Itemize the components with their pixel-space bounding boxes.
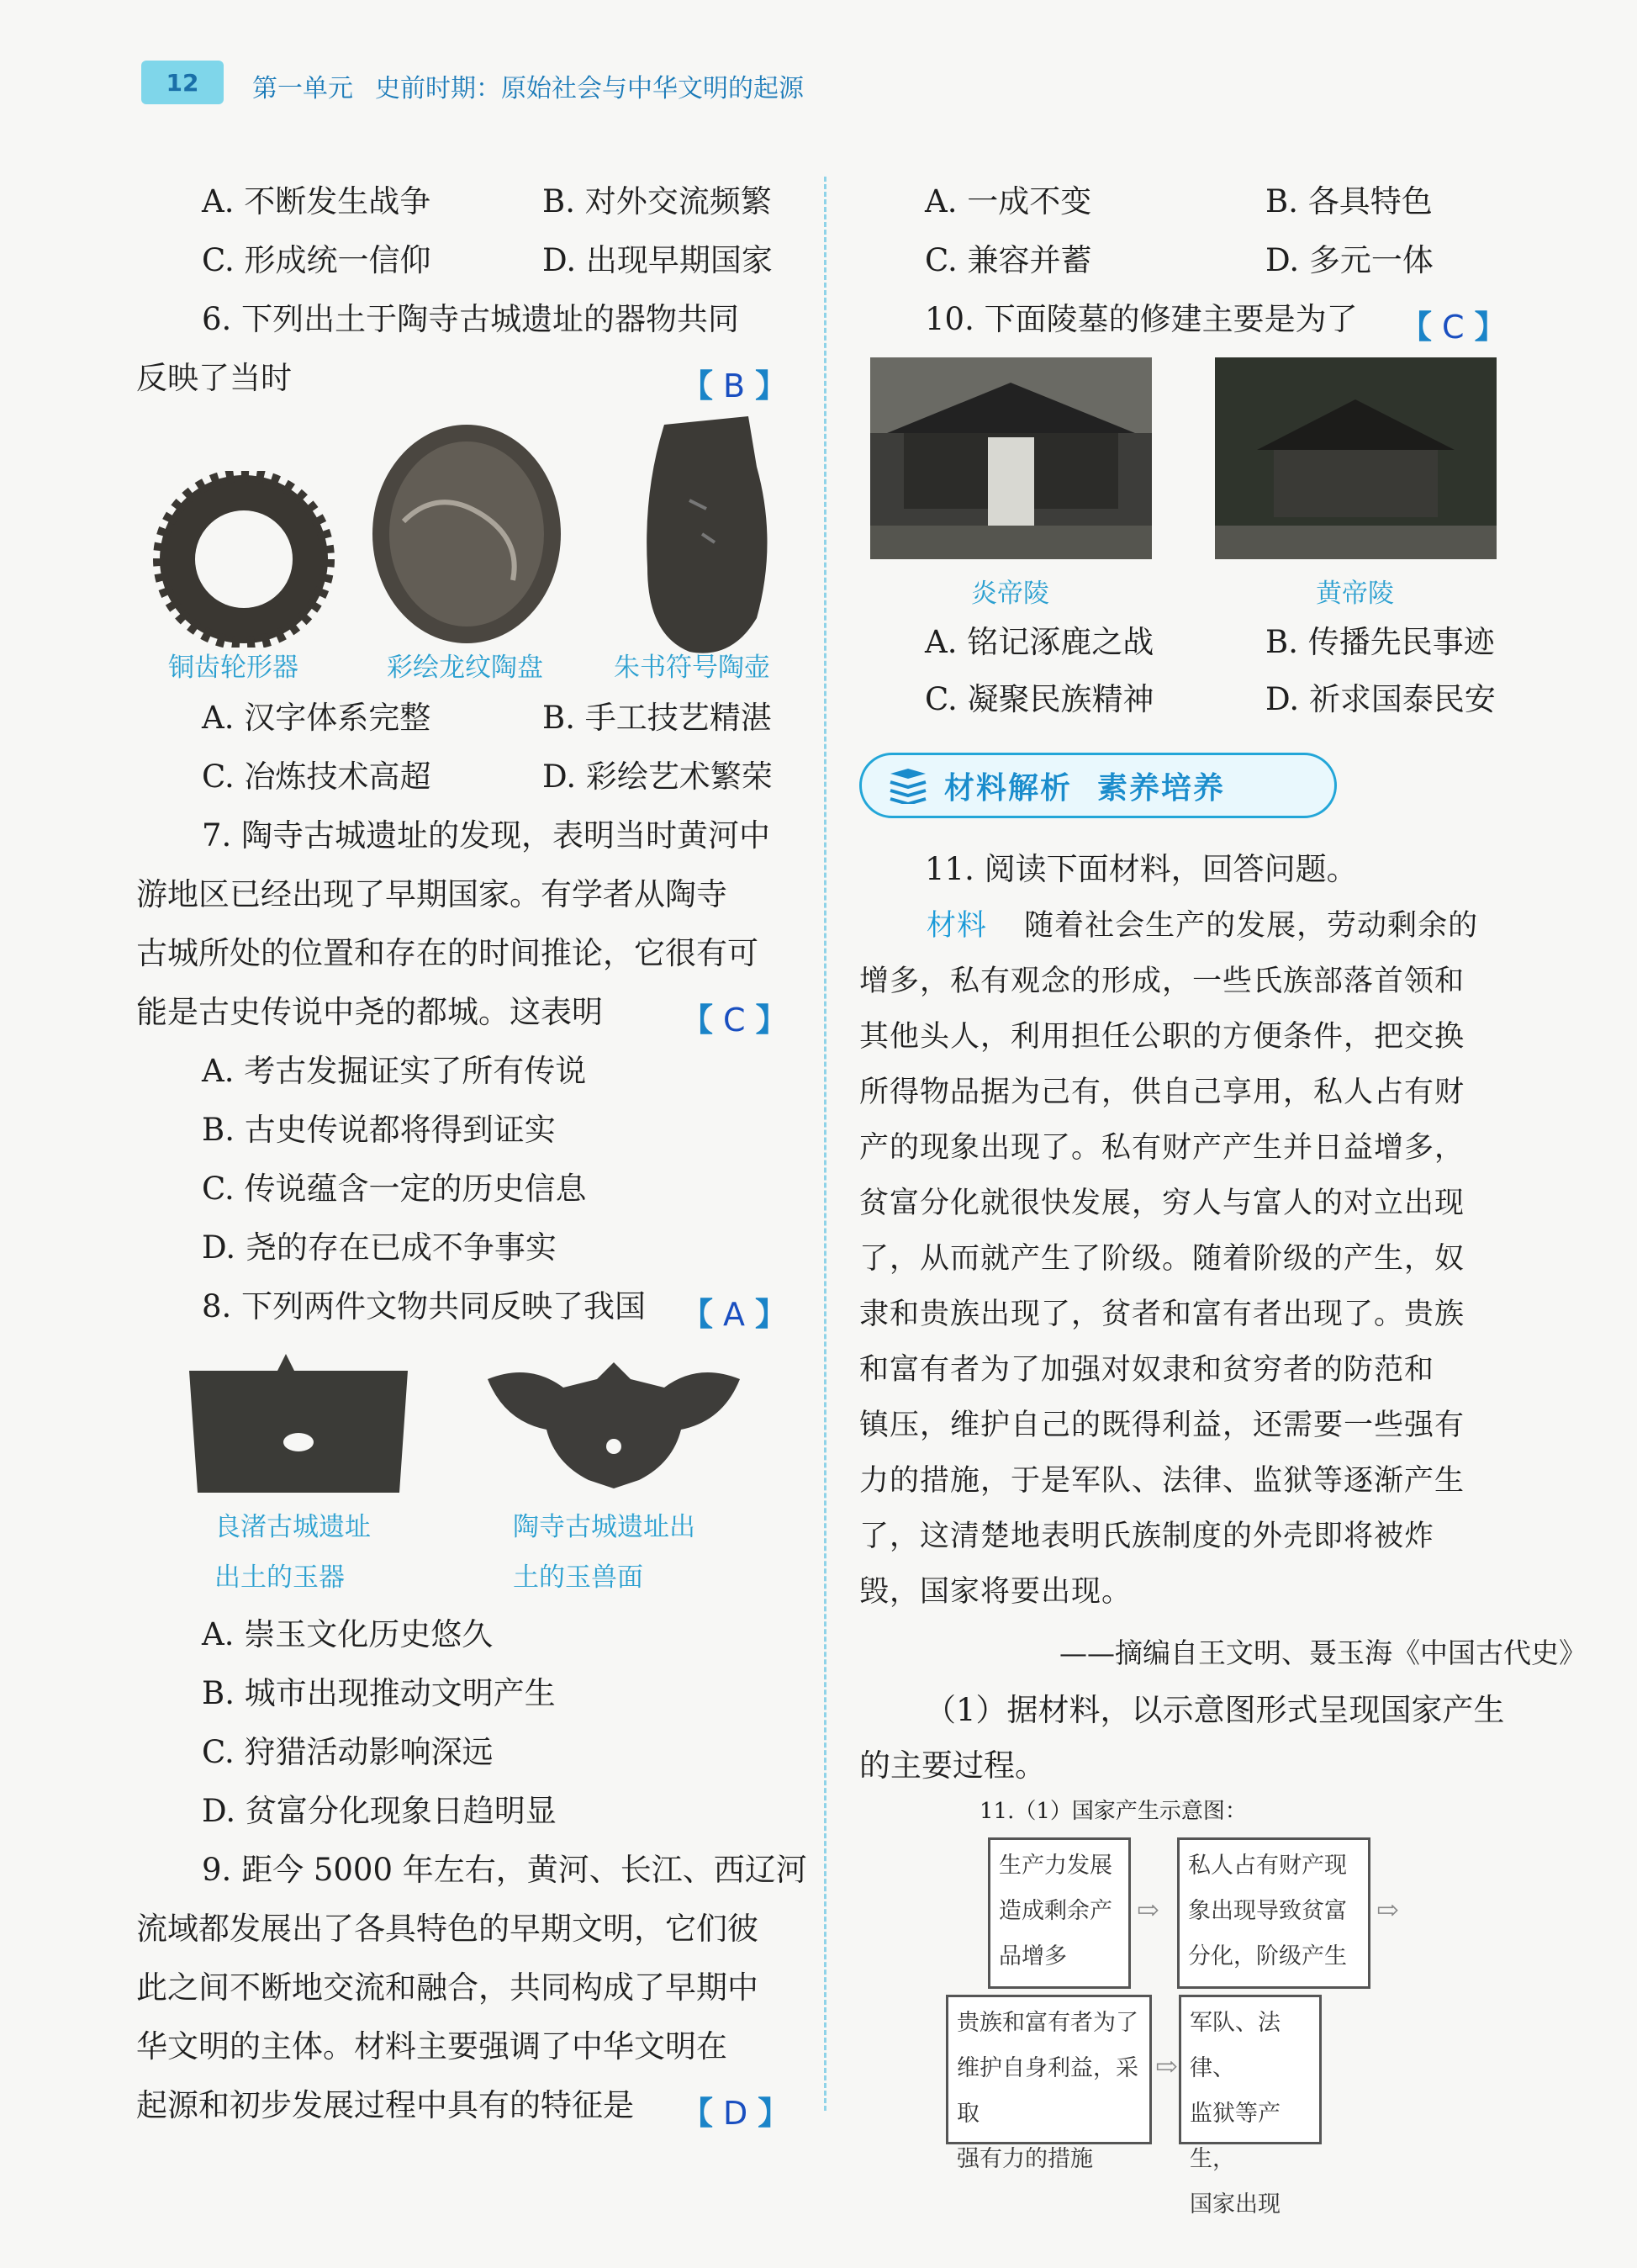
material-line-6: 贫富分化就很快发展，穷人与富人的对立出现 [859, 1187, 1465, 1220]
material-line-1: 随着社会生产的发展，劳动剩余的 [1024, 909, 1479, 943]
q6-image-caption-3: 朱书符号陶壶 [614, 653, 770, 683]
q7-option-c: C. 传说蕴含一定的历史信息 [202, 1171, 587, 1207]
q8-option-d: D. 贫富分化现象日趋明显 [202, 1793, 557, 1829]
section-banner [859, 753, 1337, 818]
page-number: 12 [141, 61, 224, 104]
diagram-title: 11.（1）国家产生示意图： [980, 1799, 1247, 1824]
section-banner-text: 材料解析 素养培养 [944, 770, 1226, 806]
q10-caption-huangdi: 黄帝陵 [1316, 579, 1394, 609]
q9-stem-line3: 此之间不断地交流和融合，共同构成了早期中 [136, 1969, 758, 2006]
material-line-8: 隶和贵族出现了，贫者和富有者出现了。贵族 [859, 1298, 1465, 1331]
q11-stem: 11. 阅读下面材料，回答问题。 [925, 851, 1358, 887]
material-line-2: 增多，私有观念的形成，一些氏族部落首领和 [859, 965, 1465, 998]
q10-option-c: C. 凝聚民族精神 [925, 681, 1154, 717]
q6-image-caption-2: 彩绘龙纹陶盘 [387, 653, 543, 683]
q10-option-d: D. 祈求国泰民安 [1265, 681, 1496, 717]
column-divider [824, 177, 826, 2111]
q7-stem-line3: 古城所处的位置和存在的时间推论，它很有可 [136, 935, 758, 971]
material-line-5: 产的现象出现了。私有财产产生并日益增多， [859, 1131, 1465, 1165]
q10-option-a: A. 铭记涿鹿之战 [925, 624, 1154, 660]
material-line-11: 力的措施，于是军队、法律、监狱等逐渐产生 [859, 1464, 1465, 1498]
q7-answer: 【 C 】 [681, 1001, 788, 1039]
vermilion-script-jar-image [631, 416, 782, 660]
q8-option-c: C. 狩猎活动影响深远 [202, 1734, 494, 1770]
material-line-4: 所得物品据为己有，供自己享用，私人占有财 [859, 1076, 1465, 1109]
q6-stem-line2: 反映了当时 [136, 360, 292, 396]
q11-material [859, 898, 1532, 1620]
running-header [252, 67, 804, 104]
q5-option-a: A. 不断发生战争 [202, 183, 431, 219]
q9-option-c: C. 兼容并蓄 [925, 242, 1092, 278]
q5-option-d: D. 出现早期国家 [542, 242, 773, 278]
q10-answer: 【 C 】 [1400, 308, 1507, 346]
material-line-9: 和富有者为了加强对奴隶和贫穷者的防范和 [859, 1353, 1435, 1387]
q7-stem-line2: 游地区已经出现了早期国家。有学者从陶寺 [136, 876, 727, 912]
q10-caption-yandi: 炎帝陵 [971, 579, 1049, 609]
q9-stem-line2: 流域都发展出了各具特色的早期文明，它们彼 [136, 1911, 758, 1947]
q10-stem: 10. 下面陵墓的修建主要是为了 [925, 301, 1358, 337]
material-label: 材料 [927, 909, 988, 943]
arrow-icon: ⇨ [1137, 1894, 1159, 1926]
bronze-gear-image [147, 471, 341, 648]
diagram-box-1: 生产力发展 造成剩余产 品增多 [988, 1837, 1131, 1989]
q7-option-d: D. 尧的存在已成不争事实 [202, 1229, 557, 1266]
huangdi-mausoleum-photo [1215, 357, 1497, 559]
q11-sub1-line2: 的主要过程。 [859, 1747, 1046, 1784]
q11-source: ——摘编自王文明、聂玉海《中国古代史》 [1059, 1636, 1587, 1669]
arrow-icon: ⇨ [1376, 1894, 1399, 1926]
q9-answer: 【 D 】 [681, 2094, 790, 2132]
diagram-box-3: 贵族和富有者为了 维护自身利益，采取 强有力的措施 [946, 1995, 1152, 2144]
q6-option-a: A. 汉字体系完整 [202, 700, 431, 736]
q6-image-caption-1: 铜齿轮形器 [168, 653, 298, 683]
diagram-box-4: 军队、法律、 监狱等产生， 国家出现 [1179, 1995, 1322, 2144]
q7-stem-line1: 7. 陶寺古城遗址的发现，表明当时黄河中 [202, 817, 771, 854]
q9-option-a: A. 一成不变 [925, 183, 1092, 219]
q6-option-b: B. 手工技艺精湛 [542, 700, 772, 736]
q7-option-b: B. 古史传说都将得到证实 [202, 1112, 556, 1148]
books-icon [887, 767, 929, 804]
q7-stem-line4: 能是古史传说中尧的都城。这表明 [136, 994, 603, 1030]
arrow-icon: ⇨ [1155, 2050, 1178, 2082]
q8-option-a: A. 崇玉文化历史悠久 [202, 1616, 494, 1652]
q8-caption-left-line2: 出土的玉器 [214, 1562, 345, 1593]
q9-option-b: B. 各具特色 [1265, 183, 1433, 219]
q9-stem-line4: 华文明的主体。材料主要强调了中华文明在 [136, 2028, 727, 2064]
q8-option-b: B. 城市出现推动文明产生 [202, 1675, 556, 1711]
yandi-mausoleum-photo [870, 357, 1152, 559]
diagram-box-2: 私人占有财产现 象出现导致贫富 分化，阶级产生 [1177, 1837, 1370, 1989]
q9-stem-line1: 9. 距今 5000 年左右，黄河、长江、西辽河 [202, 1852, 807, 1888]
q5-option-b: B. 对外交流频繁 [542, 183, 772, 219]
painted-dragon-plate-image [370, 420, 563, 648]
q10-option-b: B. 传播先民事迹 [1265, 624, 1495, 660]
q6-option-c: C. 冶炼技术高超 [202, 759, 431, 795]
unit-label: 第一单元 [252, 74, 353, 103]
q8-caption-left-line1: 良渚古城遗址 [214, 1512, 371, 1542]
q8-caption-right-line2: 土的玉兽面 [513, 1562, 643, 1593]
material-line-3: 其他头人，利用担任公职的方便条件，把交换 [859, 1020, 1465, 1054]
material-line-7: 了，从而就产生了阶级。随着阶级的产生，奴 [859, 1242, 1465, 1276]
q6-answer: 【 B 】 [681, 367, 788, 404]
q6-stem-line1: 6. 下列出土于陶寺古城遗址的器物共同 [202, 301, 740, 337]
q8-stem: 8. 下列两件文物共同反映了我国 [202, 1288, 647, 1324]
q8-caption-right-line1: 陶寺古城遗址出 [513, 1512, 695, 1542]
material-line-12: 了，这清楚地表明氏族制度的外壳即将被炸 [859, 1520, 1435, 1553]
q7-option-a: A. 考古发掘证实了所有传说 [202, 1053, 587, 1089]
q6-option-d: D. 彩绘艺术繁荣 [542, 759, 773, 795]
material-line-13: 毁，国家将要出现。 [859, 1575, 1133, 1609]
taosi-jade-beast-mask-image [479, 1354, 748, 1493]
q9-stem-line5: 起源和初步发展过程中具有的特征是 [136, 2087, 634, 2123]
unit-title: 史前时期：原始社会与中华文明的起源 [375, 74, 804, 103]
material-line-10: 镇压，维护自己的既得利益，还需要一些强有 [859, 1409, 1465, 1442]
liangzhu-jade-image [189, 1350, 408, 1501]
q11-sub1-line1: （1）据材料，以示意图形式呈现国家产生 [925, 1692, 1505, 1728]
q8-answer: 【 A 】 [681, 1295, 788, 1333]
q9-option-d: D. 多元一体 [1265, 242, 1434, 278]
q5-option-c: C. 形成统一信仰 [202, 242, 431, 278]
